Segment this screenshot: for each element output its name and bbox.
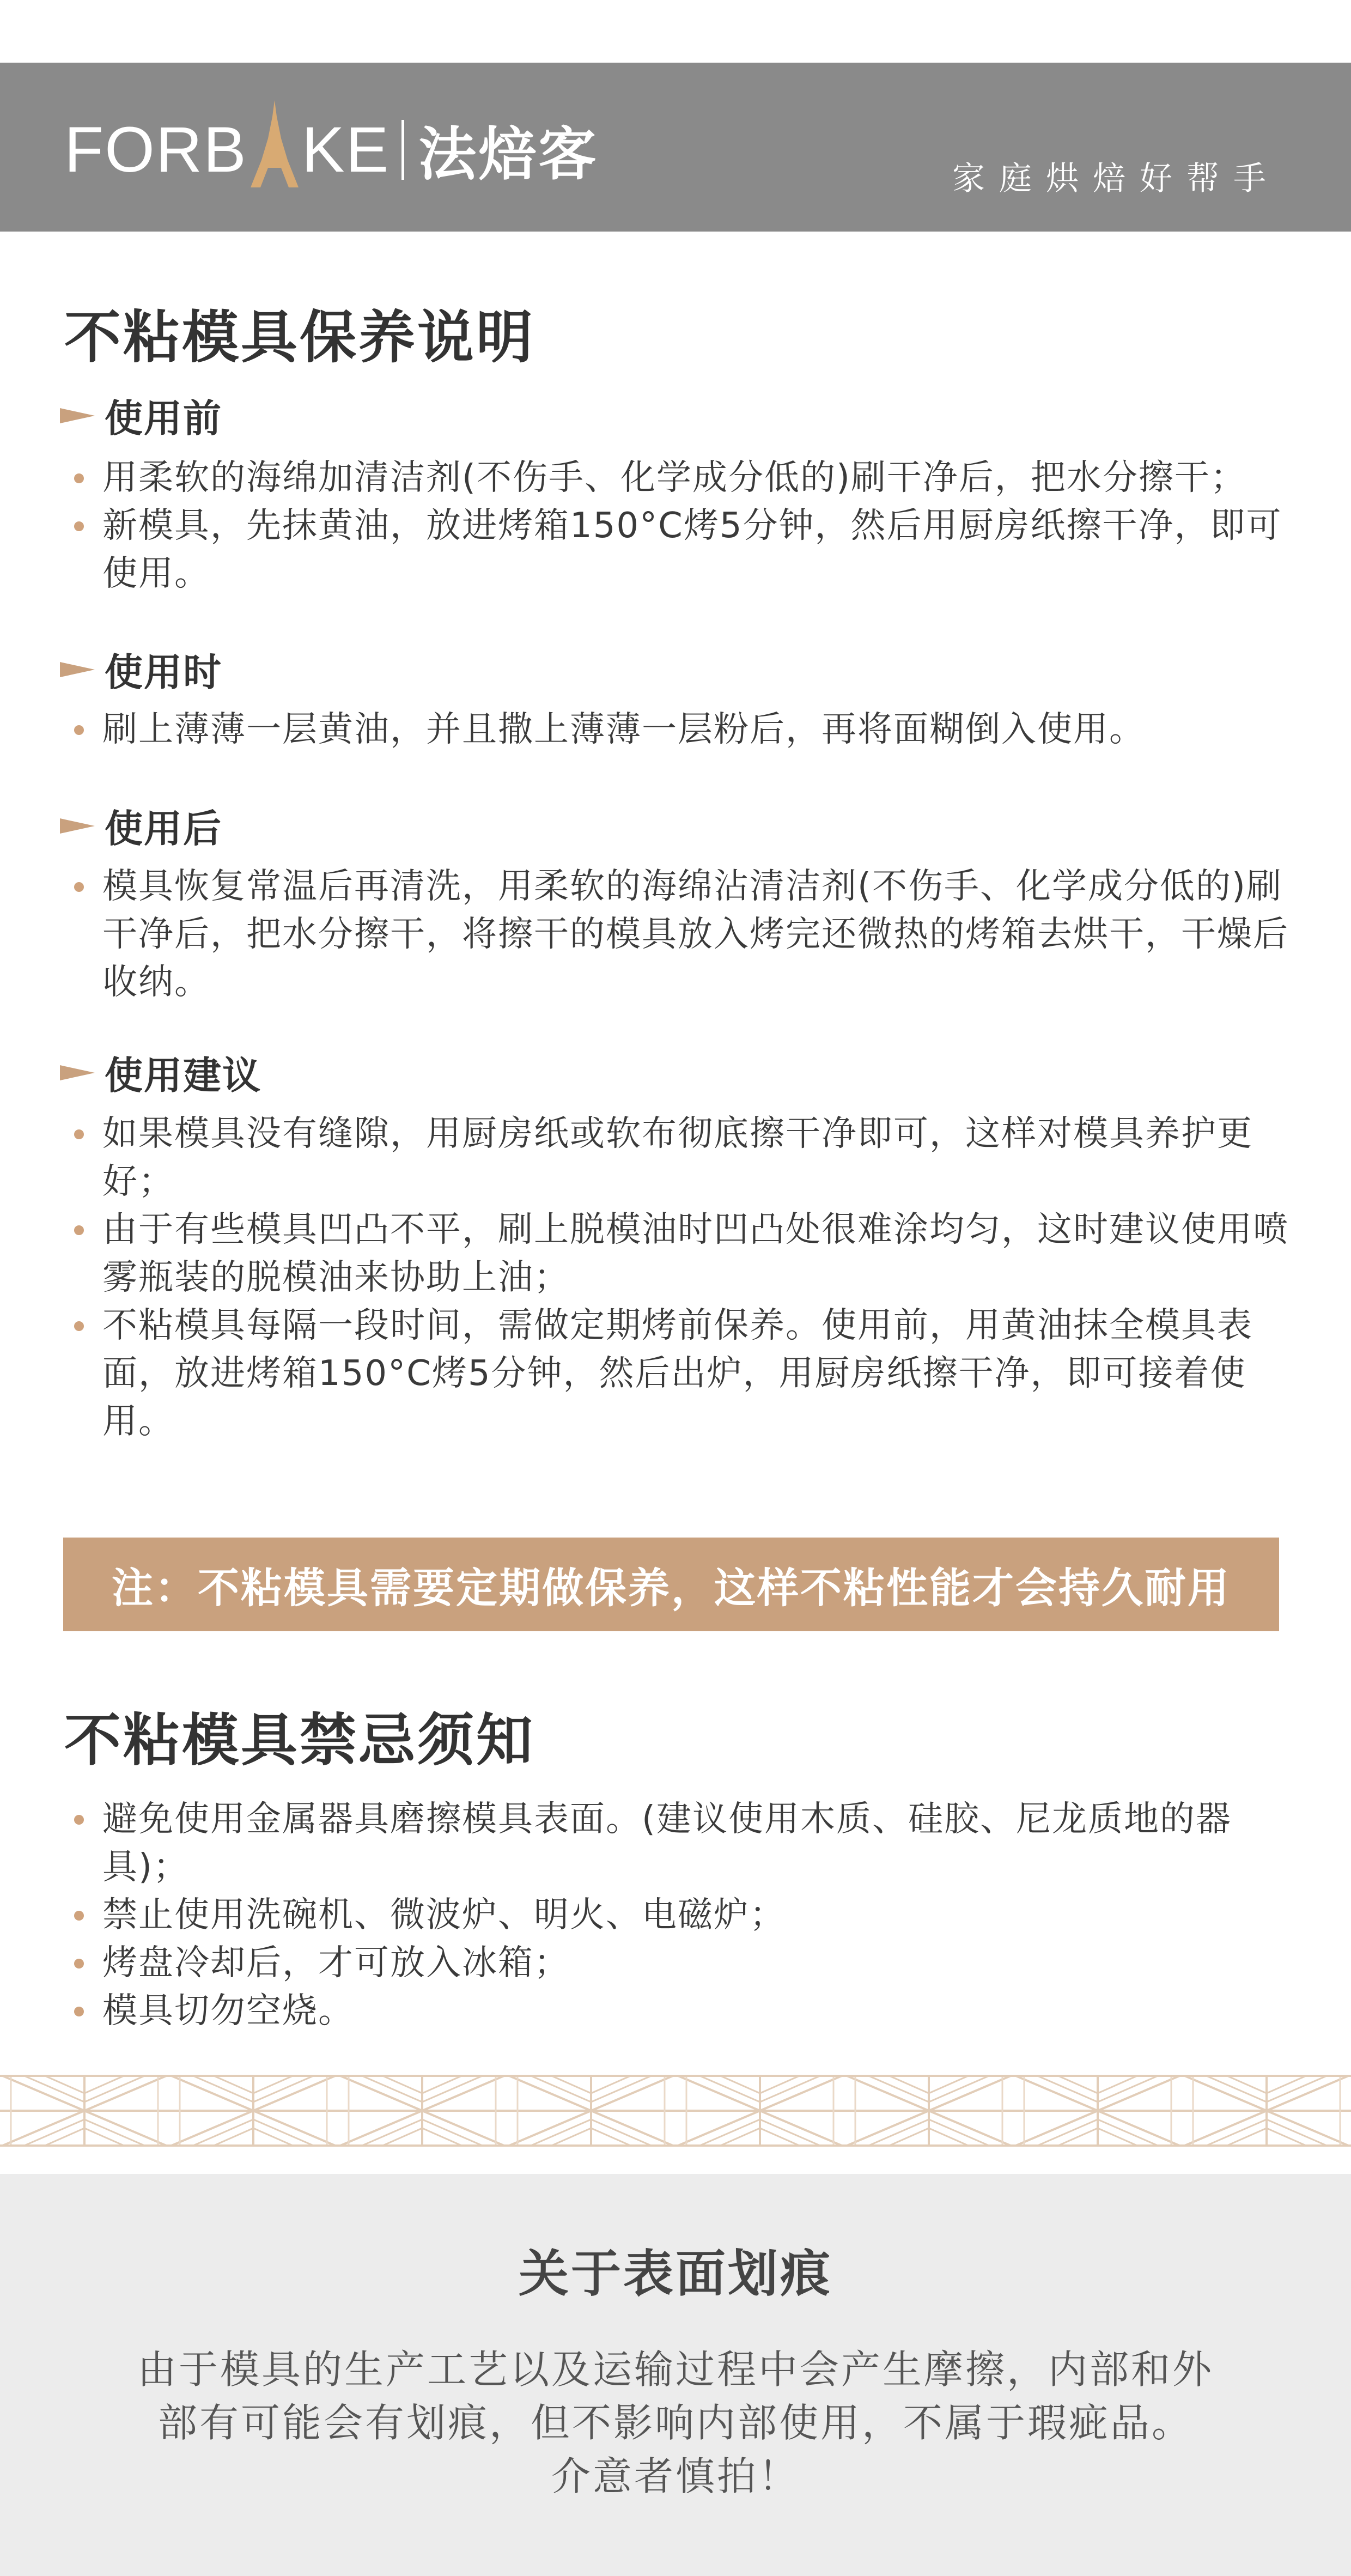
list-item: 刷上薄薄一层黄油，并且撒上薄薄一层粉后，再将面糊倒入使用。: [71, 706, 1302, 754]
bullet-dot-icon: [74, 882, 84, 892]
arrow-marker-icon: [60, 1061, 95, 1085]
list-item: 用柔软的海绵加清洁剂(不伤手、化学成分低的)刷干净后，把水分擦干；: [71, 454, 1302, 502]
list-item: 如果模具没有缝隙，用厨房纸或软布彻底擦干净即可，这样对模具养护更好；: [71, 1110, 1302, 1206]
section-label: 使用后: [105, 806, 222, 851]
bullet-dot-icon: [74, 1225, 84, 1235]
section-label: 使用前: [105, 396, 222, 441]
list-item: 禁止使用洗碗机、微波炉、明火、电磁炉；: [71, 1891, 1302, 1939]
logo-divider: [401, 120, 404, 180]
list-item: 不粘模具每隔一段时间，需做定期烤前保养。使用前，用黄油抹全模具表面，放进烤箱150°C烤5分钟，然后出炉，用厨房纸擦干净，即可接着使用。: [71, 1302, 1302, 1445]
bullet-dot-icon: [74, 1321, 84, 1331]
bullet-dot-icon: [74, 521, 84, 531]
care-title: 不粘模具保养说明: [64, 304, 535, 370]
brand-name-en-left: FORB: [64, 114, 247, 186]
list-item: 烤盘冷却后，才可放入冰箱；: [71, 1939, 1302, 1987]
arrow-marker-icon: [60, 404, 95, 428]
bullet-dot-icon: [74, 1911, 84, 1921]
section-label: 使用时: [105, 650, 222, 695]
section-during-use: [60, 642, 222, 697]
arrow-marker-icon: [60, 814, 95, 838]
after-use-list: [71, 862, 1302, 1006]
taboo-title: 不粘模具禁忌须知: [64, 1707, 535, 1773]
brand-name-cn: 法焙客: [418, 121, 599, 188]
section-before-use: [60, 388, 222, 443]
brand-name-en-right: KE: [301, 114, 390, 186]
suggestions-list: [71, 1110, 1302, 1445]
arrow-marker-icon: [60, 658, 95, 682]
bullet-dot-icon: [74, 1815, 84, 1825]
maintenance-note-banner: 注：不粘模具需要定期做保养，这样不粘性能才会持久耐用: [63, 1538, 1279, 1631]
scratch-notice-line: 部有可能会有划痕，但不影响内部使用，不属于瑕疵品。: [157, 2400, 1193, 2446]
list-item: 新模具，先抹黄油，放进烤箱150°C烤5分钟，然后用厨房纸擦干净，即可使用。: [71, 502, 1302, 598]
section-label: 使用建议: [105, 1053, 261, 1098]
list-item: 由于有些模具凹凸不平，刷上脱模油时凹凸处很难涂均匀，这时建议使用喷雾瓶装的脱模油来协助上油；: [71, 1206, 1302, 1302]
bullet-dot-icon: [74, 473, 84, 483]
scratch-notice-line: 介意者慎拍！: [551, 2453, 800, 2499]
list-item: 模具恢复常温后再清洗，用柔软的海绵沾清洁剂(不伤手、化学成分低的)刷干净后，把水分擦干，将擦干的模具放入烤完还微热的烤箱去烘干，干燥后收纳。: [71, 862, 1302, 1006]
before-use-list: [71, 454, 1302, 598]
section-after-use: [60, 798, 222, 853]
bullet-dot-icon: [74, 1959, 84, 1969]
scratch-notice-title: 关于表面划痕: [518, 2245, 832, 2303]
list-item: 模具切勿空烧。: [71, 1987, 1302, 2035]
bullet-dot-icon: [74, 2007, 84, 2016]
during-use-list: [71, 706, 1302, 754]
scratch-notice-text: [0, 2343, 1351, 2503]
decorative-pattern-band: [0, 2075, 1351, 2147]
list-item: 避免使用金属器具磨擦模具表面。(建议使用木质、硅胶、尼龙质地的器具)；: [71, 1795, 1302, 1891]
taboo-list: [71, 1795, 1302, 2035]
brand-logo: [64, 101, 598, 199]
section-suggestions: [60, 1045, 261, 1100]
bullet-dot-icon: [74, 1129, 84, 1139]
brand-tagline: 家庭烘焙好帮手: [952, 160, 1280, 198]
bullet-dot-icon: [74, 725, 84, 735]
top-margin: [0, 0, 1351, 63]
scratch-notice-line: 由于模具的生产工艺以及运输过程中会产生摩擦，内部和外: [137, 2347, 1214, 2392]
eiffel-tower-icon: [248, 100, 301, 187]
